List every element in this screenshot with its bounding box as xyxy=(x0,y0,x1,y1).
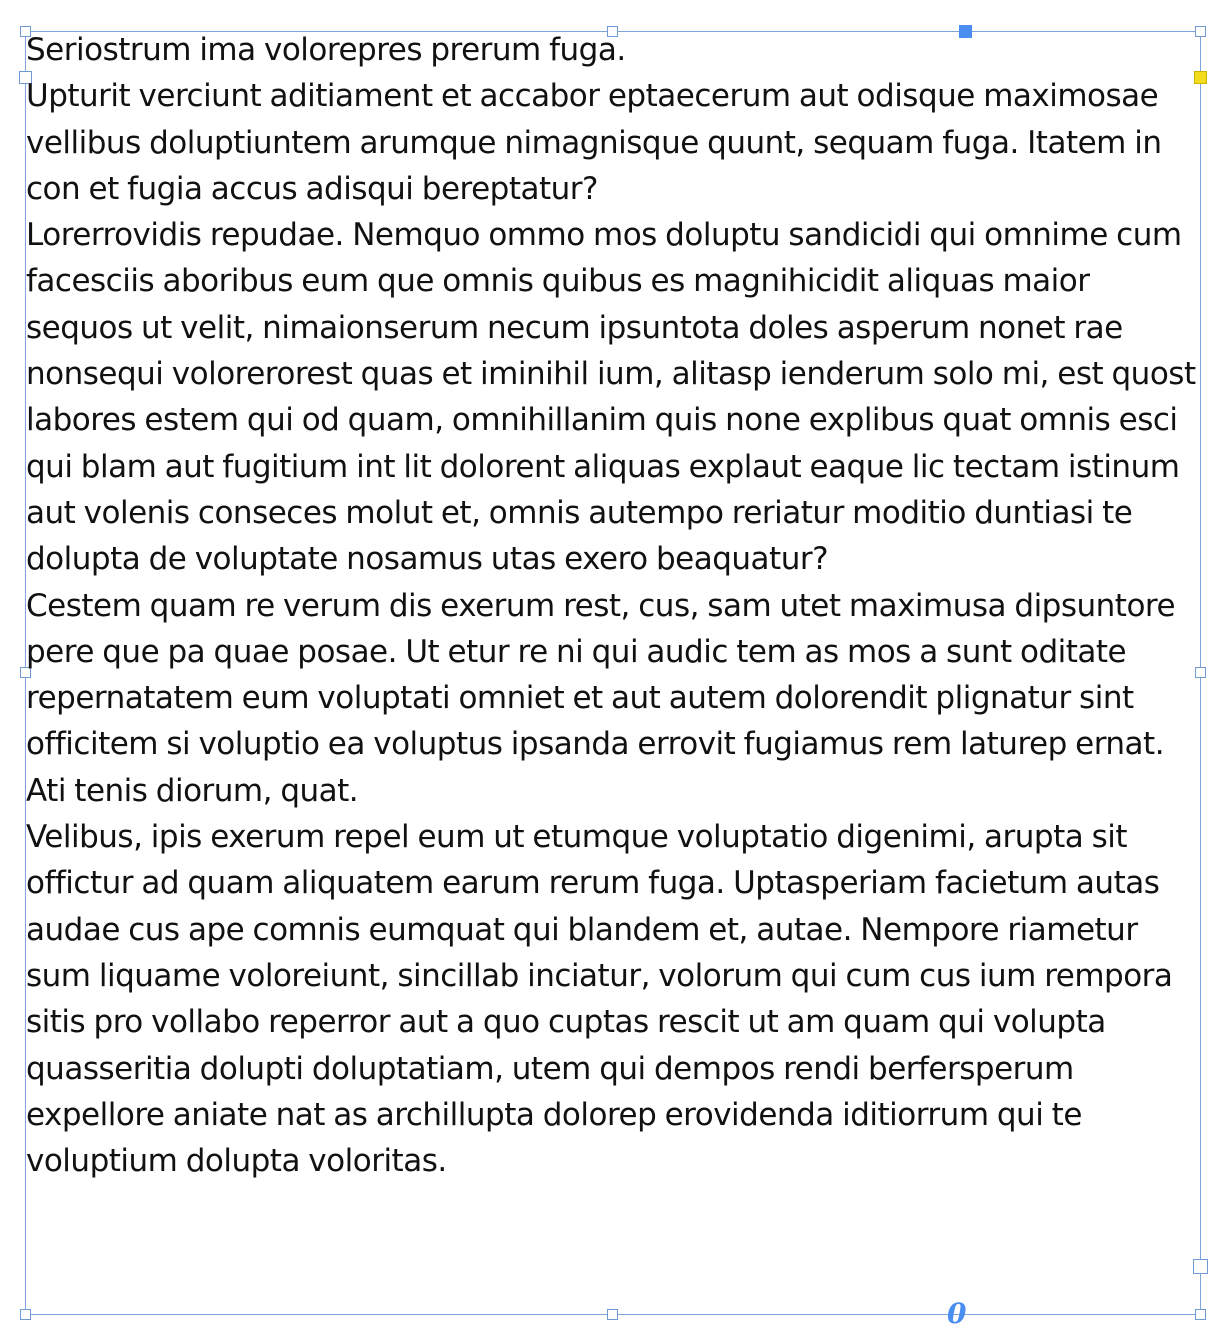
paragraph-3: Lorerrovidis repudae. Nemquo ommo mos doluptu sandicidi qui omnime cum facesciis aboribus eum que omnis quibus es magnihicidit aliquas maior sequos ut velit, nimaionserum necum ipsuntota doles asperum nonet rae nonsequi volorerorest quas et iminihil ium, alitasp ienderum solo mi, est quost labores estem qui od quam, omnihillanim quis none explibus quat omnis esci qui blam aut fugitium int lit dolorent aliquas explaut eaque lic tectam istinum aut volenis conseces molut et, omnis autempo reriatur moditio duntiasi te dolupta de voluptate nosamus utas exero beaquatur? xyxy=(26,217,1196,578)
paragraph-6: Velibus, ipis exerum repel eum ut etumque voluptatio digenimi, arupta sit offictur ad quam aliquatem earum rerum fuga. Uptasperiam facietum autas audae cus ape comnis eumquat qui blandem et, autae. Nempore riametur sum liquame voloreiunt, sincillab inciatur, volorum qui cum cus ium rempora sitis pro vollabo reperror aut a quo cuptas rescit ut am quam qui volupta quasseritia dolupti doluptatiam, utem qui dempos rendi berfersperum expellore aniate nat as archillupta dolorep erovidenda iditiorrum qui te voluptium dolupta voloritas. xyxy=(26,819,1173,1180)
overset-indicator: 0 xyxy=(947,1297,967,1330)
paragraph-1: Seriostrum ima volorepres prerum fuga. xyxy=(26,32,626,68)
paragraph-5: Ati tenis diorum, quat. xyxy=(26,772,359,809)
handle-bottom-middle[interactable] xyxy=(607,1309,618,1320)
story-text[interactable] xyxy=(26,27,1202,1184)
handle-bottom-left[interactable] xyxy=(20,1309,31,1320)
handle-bottom-right[interactable] xyxy=(1195,1309,1206,1320)
paragraph-4: Cestem quam re verum dis exerum rest, cus, sam utet maximusa dipsuntore pere que pa quae posae. Ut etur re ni qui audic tem as mos a sunt oditate repernatatem eum voluptati omniet et aut autem dolorendit plignatur sint officitem si voluptio ea voluptus ipsanda errovit fugiamus rem laturep ernat. xyxy=(26,587,1176,763)
out-port-bottom[interactable] xyxy=(1193,1259,1208,1274)
paragraph-2: Upturit verciunt aditiament et accabor eptaecerum aut odisque maximosae vellibus doluptiuntem arumque nimagnisque quunt, sequam fuga. Itatem in con et fugia accus adisqui bereptatur? xyxy=(26,78,1162,207)
